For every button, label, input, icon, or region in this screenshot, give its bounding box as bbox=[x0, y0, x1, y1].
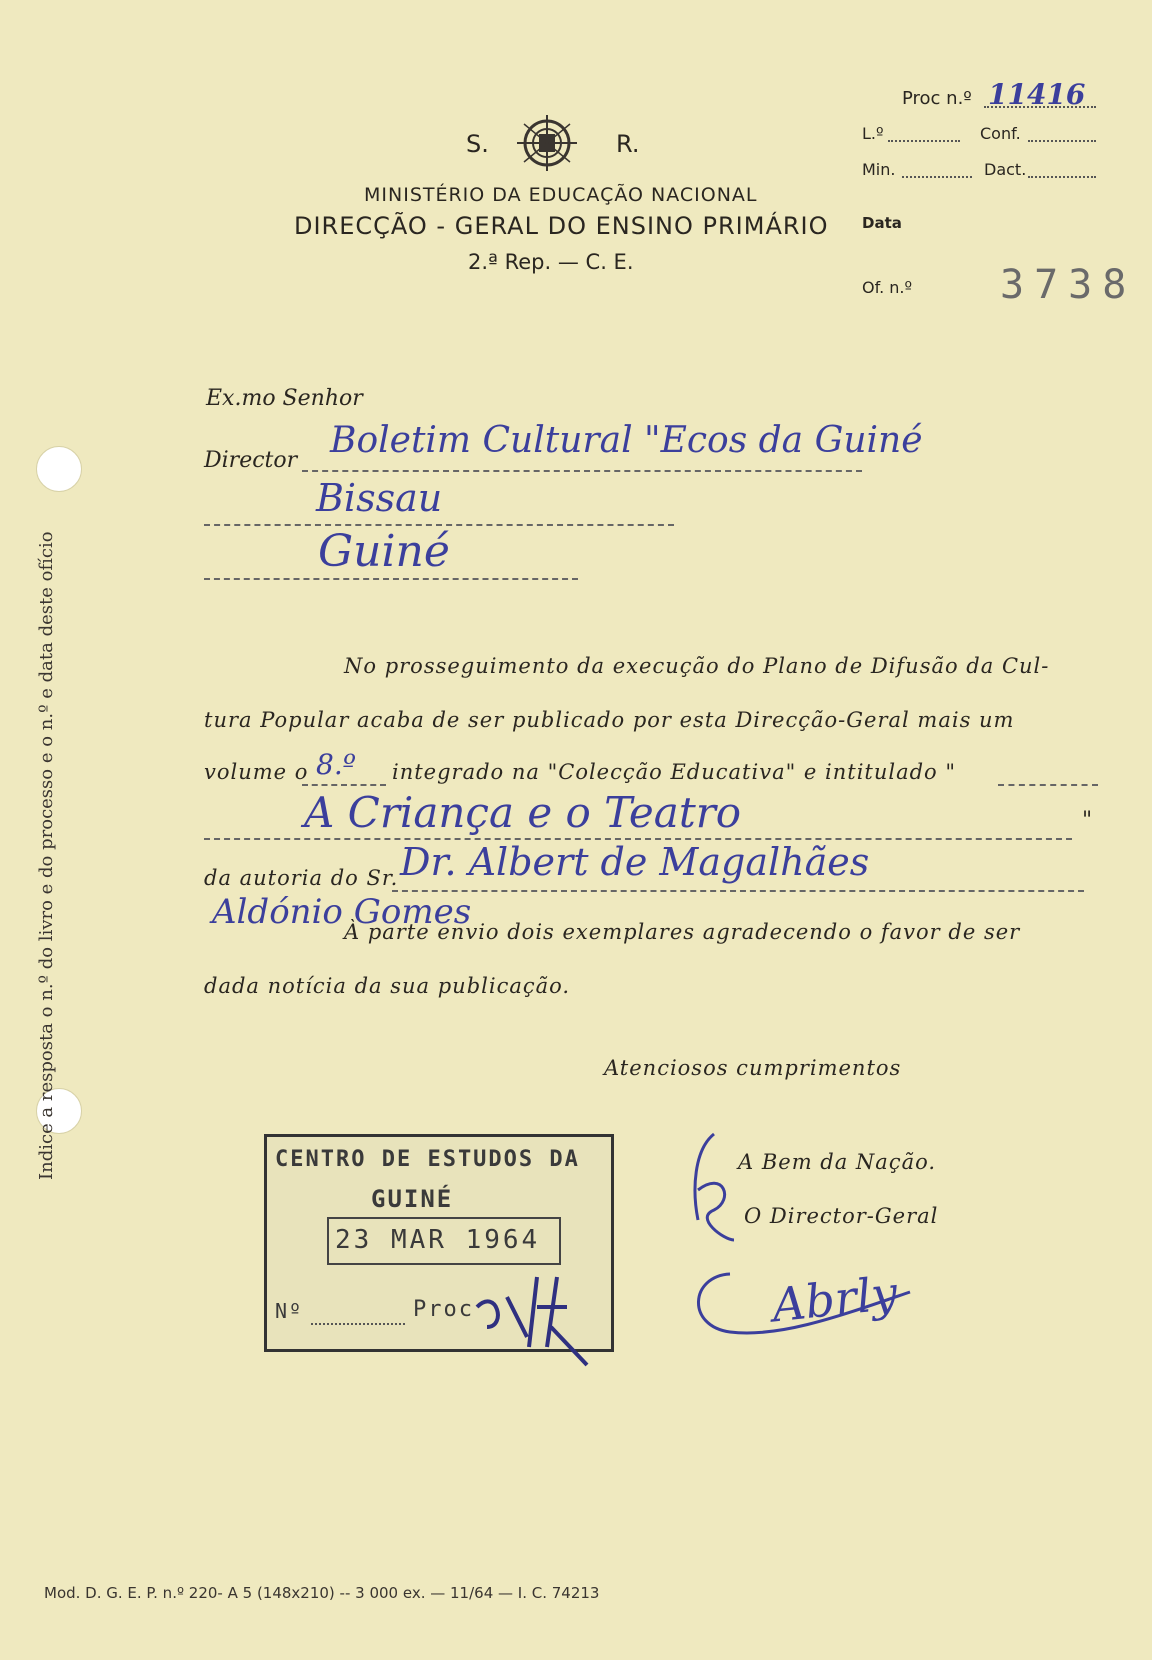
signatory-title: O Director-Geral bbox=[744, 1204, 939, 1228]
body-line-3a: volume o bbox=[204, 760, 309, 784]
director-line bbox=[302, 466, 862, 472]
stamp-no-label: Nº bbox=[275, 1299, 304, 1323]
author-name: Dr. Albert de Magalhães bbox=[400, 840, 870, 884]
director-label: Director bbox=[204, 448, 298, 473]
volume-number: 8.º bbox=[316, 748, 356, 781]
intitulado-line bbox=[998, 780, 1098, 786]
side-instruction: Indice a resposta o n.º do livro e do processo e o n.º e data deste ofício bbox=[36, 531, 57, 1180]
oficio-number: 3738 bbox=[1000, 262, 1137, 308]
author-name-2: Aldónio Gomes bbox=[212, 892, 472, 932]
header-letter-r: R. bbox=[616, 130, 640, 158]
dact-line bbox=[1028, 172, 1096, 178]
stamp-date: 23 MAR 1964 bbox=[335, 1225, 541, 1255]
addressee-line-2: Bissau bbox=[316, 476, 443, 520]
author-line bbox=[392, 886, 1084, 892]
conf-label: Conf. bbox=[980, 124, 1021, 143]
title-close-quote: " bbox=[1082, 808, 1093, 833]
stamp-handwritten-number bbox=[467, 1267, 597, 1367]
oficio-label: Of. n.º bbox=[862, 278, 912, 297]
addressee-line-1: Boletim Cultural "Ecos da Guiné bbox=[330, 420, 923, 461]
regards: Atenciosos cumprimentos bbox=[604, 1056, 902, 1080]
conf-line bbox=[1028, 136, 1096, 142]
min-label: Min. bbox=[862, 160, 896, 179]
signature-flourish bbox=[690, 1266, 940, 1346]
body-line-4: À parte envio dois exemplares agradecendo o favor de ser bbox=[344, 920, 1021, 944]
stamp-line-1: CENTRO DE ESTUDOS DA bbox=[275, 1147, 580, 1172]
section-name: 2.ª Rep. — C. E. bbox=[468, 250, 634, 274]
signature: Abrly bbox=[769, 1265, 900, 1333]
dact-label: Dact. bbox=[984, 160, 1027, 179]
livro-label: L.º bbox=[862, 124, 884, 143]
body-line-3b: integrado na "Colecção Educativa" e intitulado " bbox=[392, 760, 957, 784]
proc-number: 11416 bbox=[988, 78, 1086, 111]
form-footer: Mod. D. G. E. P. n.º 220- A 5 (148x210) -- 3 000 ex. — 11/64 — I. C. 74213 bbox=[44, 1584, 600, 1602]
proc-label: Proc n.º bbox=[902, 88, 972, 109]
pelo-mark bbox=[684, 1130, 744, 1250]
body-line-5: dada notícia da sua publicação. bbox=[204, 974, 571, 998]
ministry-name: MINISTÉRIO DA EDUCAÇÃO NACIONAL bbox=[364, 184, 758, 206]
stamp-line-2: GUINÉ bbox=[371, 1185, 454, 1213]
coat-of-arms-icon bbox=[512, 112, 582, 174]
punch-hole-top bbox=[36, 446, 82, 492]
livro-line bbox=[888, 136, 960, 142]
stamp-no-line bbox=[311, 1319, 405, 1325]
author-label: da autoria do Sr. bbox=[204, 866, 399, 890]
motto: A Bem da Nação. bbox=[738, 1150, 937, 1174]
data-label: Data bbox=[862, 214, 902, 232]
min-line bbox=[902, 172, 972, 178]
archive-stamp bbox=[264, 1134, 614, 1352]
body-line-1: No prosseguimento da execução do Plano de Difusão da Cul- bbox=[344, 654, 1050, 678]
book-title: A Criança e o Teatro bbox=[304, 788, 742, 837]
header-letter-s: S. bbox=[466, 130, 489, 158]
directorate-name: DIRECÇÃO - GERAL DO ENSINO PRIMÁRIO bbox=[294, 212, 829, 240]
salutation: Ex.mo Senhor bbox=[206, 386, 363, 411]
body-line-2: tura Popular acaba de ser publicado por esta Direcção-Geral mais um bbox=[204, 708, 1015, 732]
stamp-proc-label: Proc bbox=[413, 1297, 474, 1322]
addressee-line-3: Guiné bbox=[318, 526, 450, 577]
